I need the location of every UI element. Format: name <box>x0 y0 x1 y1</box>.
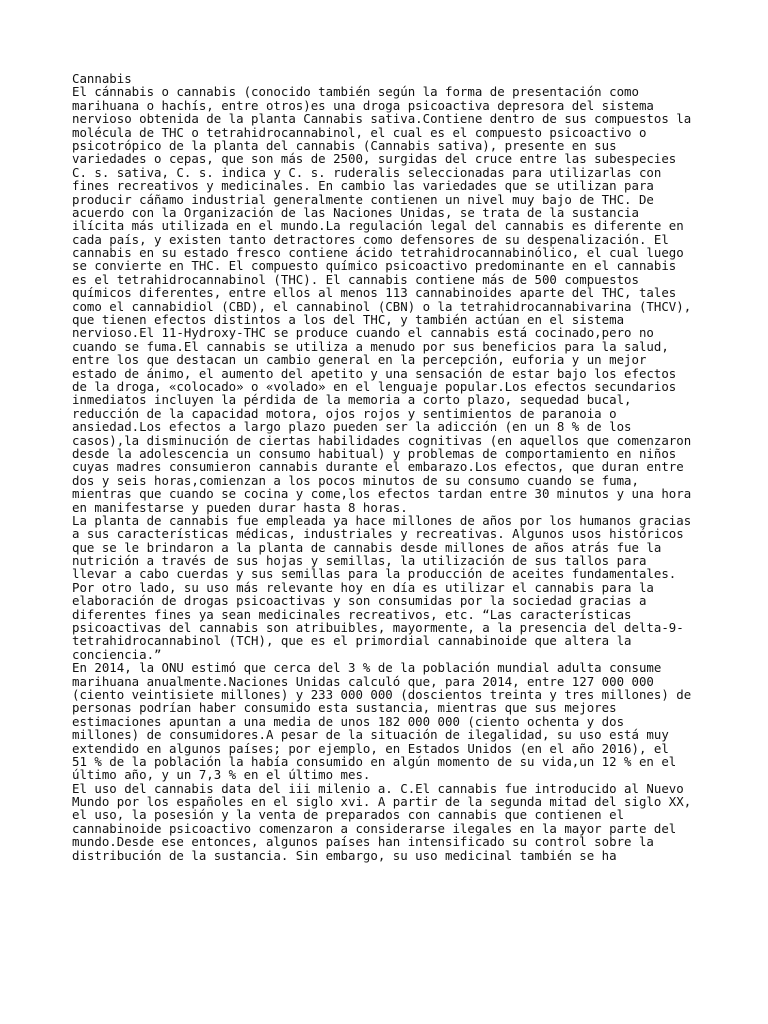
document-text-line: que tienen efectos distintos a los del THC, y también actúan en el sistema <box>72 312 625 328</box>
document-text-line: cuando se fuma.El cannabis se utiliza a menudo por sus beneficios para la salud, <box>72 338 669 354</box>
document-text-line: como el cannabidiol (CBD), el cannabinol (CBN) o la tetrahidrocannabivarina (THCV), <box>72 298 692 314</box>
document-text-line: 51 % de la población la había consumido en algún momento de su vida,un 12 % en el <box>72 753 677 769</box>
document-text-line: de la droga, «colocado» o «volado» en el lenguaje popular.Los efectos secundarios <box>72 378 677 394</box>
document-text-line: cannabinoide psicoactivo comenzaron a considerarse ilegales en la mayor parte del <box>72 820 677 836</box>
document-text-line: tetrahidrocannabinol (TCH), que es el primordial cannabinoide que altera la <box>72 633 632 649</box>
document-text-line: psicoactivas del cannabis son atribuibles, mayormente, a la presencia del delta-9- <box>72 620 684 636</box>
document-text-line: elaboración de drogas psicoactivas y son consumidas por la sociedad gracias a <box>72 593 647 609</box>
document-text-line: llevar a cabo cuerdas y sus semillas para la producción de aceites fundamentales. <box>72 566 677 582</box>
document-text-line: diferentes fines ya sean medicinales recreativos, etc. “Las características <box>72 606 632 622</box>
document-text-line: conciencia.” <box>72 646 162 662</box>
document-text-line: mundo.Desde ese entonces, algunos países han intensificado su control sobre la <box>72 834 654 850</box>
document-text-line: acuerdo con la Organización de las Naciones Unidas, se trata de la sustancia <box>72 204 639 220</box>
document-text-line: (ciento veintisiete millones) y 233 000 000 (doscientos treinta y tres millones) de <box>72 686 692 702</box>
document-text-line: El cánnabis o cannabis (conocido también según la forma de presentación como <box>72 84 639 100</box>
document-text-line: nervioso.El 11-Hydroxy-THC se produce cuando el cannabis está cocinado,pero no <box>72 325 654 341</box>
document-text-line: estado de ánimo, el aumento del apetito y una sensación de estar bajo los efectos <box>72 365 677 381</box>
document-text-line: marihuana anualmente.Naciones Unidas calculó que, para 2014, entre 127 000 000 <box>72 673 654 689</box>
document-text-line: molécula de THC o tetrahidrocannabinol, el cual es el compuesto psicoactivo o <box>72 124 647 140</box>
document-text-line: último año, y un 7,3 % en el último mes. <box>72 767 371 783</box>
document-text-line: millones) de consumidores.A pesar de la situación de ilegalidad, su uso está muy <box>72 727 669 743</box>
document-text-line: C. s. sativa, C. s. indica y C. s. ruderalis seleccionadas para utilizarlas con <box>72 164 662 180</box>
document-text-line: en manifestarse y pueden durar hasta 8 horas. <box>72 499 408 515</box>
document-text-line: cuyas madres consumieron cannabis durante el embarazo.Los efectos, que duran entre <box>72 459 684 475</box>
document-text-line: se convierte en THC. El compuesto químico psicoactivo predominante en el cannabis <box>72 258 677 274</box>
document-text-line: el uso, la posesión y la venta de preparados con cannabis que contienen el <box>72 807 625 823</box>
document-text-line: ansiedad.Los efectos a largo plazo pueden ser la adicción (en un 8 % de los <box>72 419 632 435</box>
document-text-line: producir cáñamo industrial generalmente contienen un nivel muy bajo de THC. De <box>72 191 654 207</box>
document-text-line: Mundo por los españoles en el siglo xvi. A partir de la segunda mitad del siglo XX, <box>72 794 692 810</box>
document-text-line: desde la adolescencia un consumo habitual) y problemas de comportamiento en niños <box>72 445 677 461</box>
document-text-line: es el tetrahidrocannabinol (THC). El cannabis contiene más de 500 compuestos <box>72 271 639 287</box>
document-text-line: variedades o cepas, que son más de 2500, surgidas del cruce entre las subespecies <box>72 151 677 167</box>
document-text-line: fines recreativos y medicinales. En cambio las variedades que se utilizan para <box>72 178 654 194</box>
document-text-line: ilícita más utilizada en el mundo.La regulación legal del cannabis es diferente en <box>72 218 684 234</box>
document-text-line: mientras que cuando se cocina y come,los efectos tardan entre 30 minutos y una hora <box>72 486 692 502</box>
document-text-line: nervioso obtenida de la planta Cannabis sativa.Contiene dentro de sus compuestos la <box>72 111 692 127</box>
document-text-line: El uso del cannabis data del iii milenio a. C.El cannabis fue introducido al Nuevo <box>72 780 684 796</box>
document-text-line: distribución de la sustancia. Sin embargo, su uso medicinal también se ha <box>72 847 617 863</box>
document-text-line: cannabis en su estado fresco contiene ácido tetrahidrocannabinólico, el cual luego <box>72 245 684 261</box>
document-body-text <box>72 72 702 862</box>
document-text-line: psicotrópico de la planta del cannabis (Cannabis sativa), presente en sus <box>72 137 617 153</box>
document-text-line: a sus características médicas, industriales y recreativas. Algunos usos históricos <box>72 526 684 542</box>
document-text-line: nutrición a través de sus hojas y semillas, la utilización de sus tallos para <box>72 553 647 569</box>
document-text-line: inmediatos incluyen la pérdida de la memoria a corto plazo, sequedad bucal, <box>72 392 632 408</box>
document-text-line: casos),la disminución de ciertas habilidades cognitivas (en aquellos que comenzaron <box>72 432 692 448</box>
document-text-line: estimaciones apuntan a una media de unos 182 000 000 (ciento ochenta y dos <box>72 713 625 729</box>
document-title: Cannabis <box>72 71 132 86</box>
document-text-line: dos y seis horas,comienzan a los pocos minutos de su consumo cuando se fuma, <box>72 472 639 488</box>
document-text-line: marihuana o hachís, entre otros)es una droga psicoactiva depresora del sistema <box>72 97 654 113</box>
document-text-line: cada país, y existen tanto detractores como defensores de su despenalización. El <box>72 231 669 247</box>
document-text-line: entre los que destacan un cambio general en la percepción, euforia y un mejor <box>72 352 647 368</box>
document-text-line: que se le brindaron a la planta de cannabis desde millones de años atrás fue la <box>72 539 662 555</box>
document-text-line: La planta de cannabis fue empleada ya hace millones de años por los humanos gracias <box>72 512 692 528</box>
document-text-line: Por otro lado, su uso más relevante hoy en día es utilizar el cannabis para la <box>72 579 654 595</box>
document-text-line: extendido en algunos países; por ejemplo, en Estados Unidos (en el año 2016), el <box>72 740 669 756</box>
document-text-line: reducción de la capacidad motora, ojos rojos y sentimientos de paranoia o <box>72 405 617 421</box>
document-text-line: químicos diferentes, entre ellos al menos 113 cannabinoides aparte del THC, tales <box>72 285 677 301</box>
document-text-line: En 2014, la ONU estimó que cerca del 3 % de la población mundial adulta consume <box>72 660 662 676</box>
document-text-line: personas podrían haber consumido esta sustancia, mientras que sus mejores <box>72 700 617 716</box>
